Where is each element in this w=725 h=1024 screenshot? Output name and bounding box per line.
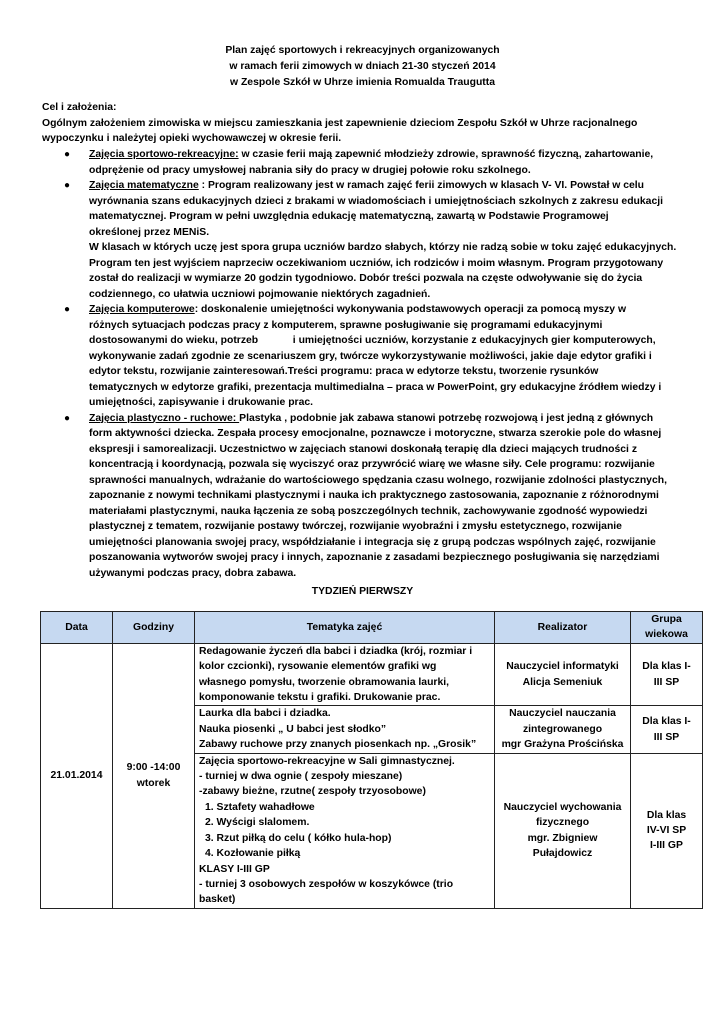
title-line: w ramach ferii zimowych w dniach 21-30 styczeń 2014 bbox=[229, 61, 496, 72]
header-topic: Tematyka zajęć bbox=[195, 612, 495, 644]
topic-cell bbox=[195, 706, 495, 753]
activity-computer bbox=[42, 302, 692, 411]
activity-text: określonej przez MENiS. bbox=[89, 226, 210, 238]
teacher-line: Nauczyciel wychowania bbox=[503, 801, 622, 813]
group-cell bbox=[631, 643, 703, 706]
topic-line: kolor czcionki), rysowanie elementów grafiki wg bbox=[199, 661, 437, 673]
activity-text: tematycznych w edytorze grafiki, prezentacja multimedialna – praca w PowerPoint, gry edukacyjne źródłem wiedzy i bbox=[89, 381, 662, 393]
activity-text: sprawności manualnych, wdrażanie do wartościowego spędzania czasu wolnego, rozwijanie zdolności plastycznych, bbox=[89, 474, 667, 486]
topic-line: - turniej w dwa ognie ( zespoły mieszane) bbox=[199, 771, 403, 783]
group-line: IV-VI SP bbox=[646, 824, 687, 836]
topic-line: 1. Sztafety wahadłowe bbox=[205, 801, 315, 813]
header-hours: Godziny bbox=[113, 612, 195, 644]
group-line: Dla klas I- bbox=[642, 661, 691, 673]
intro-section bbox=[42, 100, 692, 147]
topic-line: 4. Kozłowanie piłką bbox=[205, 848, 301, 860]
activity-text: edytor tekstu, rozwijanie zainteresowań.Treści programu: praca w edytorze tekstu, tworzenie rysunków bbox=[89, 366, 599, 377]
teacher-cell bbox=[495, 753, 631, 908]
activity-text: używanymi podczas pracy, dobra zabawa. bbox=[89, 567, 297, 579]
activity-text: : doskonalenie umiejętności wykonywania podstawowych operacji za pomocą myszy w bbox=[194, 304, 627, 315]
activity-sport bbox=[42, 147, 692, 178]
teacher-cell bbox=[495, 643, 631, 706]
intro-heading: Cel i założenia: bbox=[42, 102, 117, 113]
group-line: III SP bbox=[653, 676, 680, 688]
activities-list bbox=[42, 147, 692, 581]
teacher-cell bbox=[495, 706, 631, 753]
teacher-line: Pułajdowicz bbox=[532, 848, 593, 860]
activity-text: umiejętności, zapisywanie i drukowanie prac. bbox=[89, 397, 314, 408]
activity-text: poszanowania wytworów swojej pracy i innych, zapoznanie z zasadami bezpiecznego posługiwania się narzędziami bbox=[89, 552, 660, 563]
title-line: Plan zajęć sportowych i rekreacyjnych organizowanych bbox=[225, 45, 500, 56]
header-group: Grupa wiekowa bbox=[631, 612, 703, 644]
header-teacher: Realizator bbox=[495, 612, 631, 644]
activity-text: form aktywności dziecka. Zespała procesy emocjonalne, poznawcze i motoryczne, stwarza szerokie pole do własnej bbox=[89, 428, 662, 439]
topic-line: 2. Wyścigi slalomem. bbox=[205, 817, 310, 829]
hours-line: 9:00 -14:00 bbox=[126, 762, 181, 774]
bullet-icon: ● bbox=[64, 180, 71, 191]
topic-line: Zajęcia sportowo-rekreacyjne w Sali gimnastycznej. bbox=[199, 755, 455, 767]
topic-cell bbox=[195, 753, 495, 908]
document-title bbox=[0, 43, 725, 91]
date-cell: 21.01.2014 bbox=[41, 643, 113, 908]
group-line: Dla klas I- bbox=[642, 716, 691, 728]
activity-text: materiałami plastycznymi, nauka łączenia ze sobą poszczególnych technik, zachowywanie zgodność wypowiedzi bbox=[89, 505, 648, 517]
activity-text: odprężenie od pracy umysłowej nabrania siły do pracy w drugiej połowie roku szkolnego. bbox=[89, 164, 531, 176]
activity-text: koncentracją i koordynacją, pozwala się wyciszyć oraz przywrócić wiarę we własne siły. Cele programu: rozwijanie bbox=[89, 459, 655, 470]
topic-line: Zabawy ruchowe przy znanych piosenkach np. „Grosik” bbox=[199, 739, 477, 751]
activity-title: Zajęcia sportowo-rekreacyjne: bbox=[89, 149, 239, 160]
group-line: I-III GP bbox=[650, 840, 683, 852]
activity-math bbox=[42, 178, 692, 302]
activity-text: wyrównania szans edukacyjnych dzieci z brakami w wiadomościach i umiejętnościach szkolnych z zakresu edukacji bbox=[89, 195, 664, 207]
activity-text: Plastyka , podobnie jak zabawa stanowi potrzebę rozwojową i jest jedną z głównych bbox=[239, 412, 654, 424]
topic-line: - turniej 3 osobowych zespołów w koszykówce (trio bbox=[199, 878, 454, 890]
table-header-row bbox=[41, 612, 703, 644]
topic-line: 3. Rzut piłką do celu ( kółko hula-hop) bbox=[205, 832, 392, 844]
group-line: III SP bbox=[653, 731, 680, 743]
schedule-table bbox=[40, 611, 703, 909]
activity-text: dostosowanymi do wieku, potrzeb i umiejętności uczniów, korzystanie z edukacyjnych gier komputerowych, bbox=[89, 335, 656, 346]
topic-line: Nauka piosenki „ U babci jest słodko” bbox=[199, 723, 387, 735]
topic-line: -zabawy bieżne, rzutne( zespoły trzyosobowe) bbox=[199, 786, 426, 798]
activity-text: Program ten jest wyjściem naprzeciw oczekiwaniom uczniów, ich rodziców i moim własnym. Program przygotowany bbox=[89, 257, 664, 269]
group-cell bbox=[631, 753, 703, 908]
activity-text: : Program realizowany jest w ramach zajęć ferii zimowych w klasach V- VI. Powstał w celu bbox=[198, 180, 644, 191]
intro-line: Ogólnym założeniem zimowiska w miejscu zamieszkania jest zapewnienie dzieciom Zespołu Szkół w Uhrze racjonalnego bbox=[42, 117, 638, 129]
intro-line: wypoczynku i należytej opieki wychowawczej w okresie ferii. bbox=[42, 133, 342, 144]
activity-title: Zajęcia plastyczno - ruchowe: bbox=[89, 412, 240, 424]
activity-text: matematycznej. Program w pełni uwzględnia edukację matematyczną, zawartą w Podstawie Programowej bbox=[89, 211, 609, 222]
title-line: w Zespole Szkół w Uhrze imienia Romualda Traugutta bbox=[229, 77, 495, 88]
teacher-line: Nauczyciel informatyki bbox=[506, 661, 619, 673]
teacher-line: Alicja Semeniuk bbox=[522, 676, 603, 688]
bullet-icon: ● bbox=[64, 149, 71, 160]
activity-text: ekspresji i samorealizacji. Uczestnictwo w zajęciach stanowi doskonałą terapię dla dzieci mających trudności z bbox=[89, 443, 638, 455]
topic-line: basket) bbox=[199, 894, 236, 906]
activity-text: został do realizacji w wymiarze 20 godzin tygodniowo. Dobór treści pozwala na częste odwoływanie się do życia bbox=[89, 273, 643, 284]
teacher-line: Nauczyciel nauczania bbox=[509, 708, 616, 720]
topic-line: własnego pomysłu, tworzenie obramowania laurki, bbox=[199, 676, 450, 688]
activity-text: zapoznanie z nowymi technikami plastycznymi i nauka ich praktycznego zastosowania, zapoznanie z różnorodnymi bbox=[89, 490, 659, 501]
activity-text: różnych sytuacjach podczas pracy z komputerem, sprawne posługiwanie się programami edukacyjnymi bbox=[89, 319, 603, 331]
topic-cell bbox=[195, 643, 495, 706]
table-row bbox=[41, 643, 703, 706]
week-title: TYDZIEŃ PIERWSZY bbox=[311, 586, 414, 597]
activity-text: codziennego, co ułatwia uczniowi pojmowanie niektórych zagadnień. bbox=[89, 288, 431, 300]
teacher-line: mgr. Zbigniew bbox=[527, 832, 598, 844]
bullet-icon: ● bbox=[64, 304, 71, 315]
activity-title: Zajęcia matematyczne bbox=[89, 180, 199, 191]
group-cell bbox=[631, 706, 703, 753]
topic-line: komponowanie tekstu i grafiki. Drukowanie prac. bbox=[199, 692, 441, 704]
activity-text: plastycznej z tematem, rozwijanie postawy twórczej, rozwijanie wyobraźni i zmysłu estetycznego, rozwijanie bbox=[89, 521, 622, 532]
header-date: Data bbox=[41, 612, 113, 644]
bullet-icon: ● bbox=[64, 412, 71, 424]
activity-art bbox=[42, 411, 692, 582]
topic-line: Laurka dla babci i dziadka. bbox=[199, 708, 331, 720]
hours-cell bbox=[113, 643, 195, 908]
teacher-line: mgr Grażyna Prościńska bbox=[501, 739, 624, 751]
teacher-line: zintegrowanego bbox=[522, 723, 603, 735]
activity-text: W klasach w których uczę jest spora grupa uczniów bardzo słabych, którzy nie radzą sobie w toku zajęć edukacyjnych. bbox=[89, 242, 677, 253]
topic-line: KLASY I-III GP bbox=[199, 863, 270, 875]
topic-line: Redagowanie życzeń dla babci i dziadka (krój, rozmiar i bbox=[199, 645, 473, 657]
activity-text: w czasie ferii mają zapewnić młodzieży zdrowie, sprawność fizyczną, zahartowanie, bbox=[238, 149, 654, 160]
group-line: Dla klas bbox=[646, 809, 687, 821]
hours-line: wtorek bbox=[136, 777, 171, 789]
activity-text: wykonywanie zadań zgodnie ze scenariuszem gry, twórcze wykorzystywanie możliwości, jakie daje edytor grafiki i bbox=[89, 350, 652, 362]
teacher-line: fizycznego bbox=[535, 817, 590, 829]
activity-text: umiejętności planowania swojej pracy, współdziałanie i integracja się z grupą podczas wspólnych zajęć, rozwijanie bbox=[89, 536, 656, 548]
activity-title: Zajęcia komputerowe bbox=[89, 304, 195, 315]
